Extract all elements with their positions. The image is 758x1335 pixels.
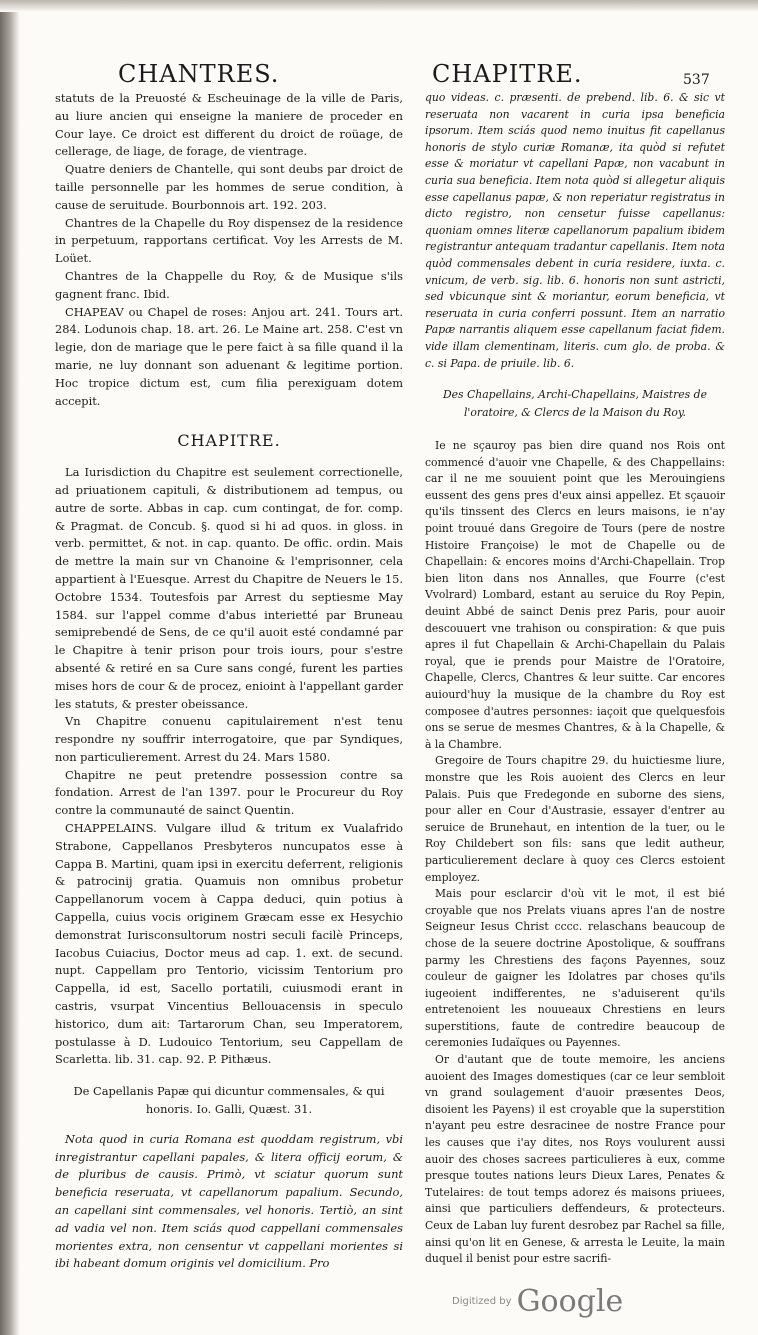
- paragraph-quatre-deniers: Quatre deniers de Chantelle, qui sont deubs par droict de taille personnelle par les hommes de serue condition, à cause de seruitude. Bourbonnois art. 192. 203.: [55, 162, 403, 212]
- paragraph-esclarcir: Mais pour esclarcir d'où vit le mot, il est bié croyable que nos Prelats viuans apres l'an de nostre Seigneur Iesus Christ cccc. relaschans beaucoup de chose de la seuere doctrine Apostolique, & souffrans parmy les Chrestiens des façons Payennes, souz couleur de gaigner les Idolatres par choses qu'ils iugeoient indifferentes, ne s'aduiserent qu'ils entretenoient les nouueaux Chrestiens en leurs superstitions, faute de contredire beaucoup de ceremonies Iudaïques ou Payennes.: [425, 887, 725, 1050]
- page-number: 537: [683, 72, 710, 88]
- paragraph-chapeau: CHAPEAV ou Chapel de roses: Anjou art. 241. Tours art. 284. Lodunois chap. 18. art. 26. Le Maine art. 258. C'est vn legie, don de mariage que le pere faict à sa fille quand il la marie, ne luy donnant son aduenant & legitime portion. Hoc tropice dictum est, cum filia perexiguam dotem accepit.: [55, 304, 403, 408]
- left-column: [55, 90, 403, 1273]
- digitized-by-google-watermark: [452, 1284, 623, 1319]
- paragraph-possession: Chapitre ne peut pretendre possession contre sa fondation. Arrest de l'an 1397. pour le Procureur du Roy contre la communauté de sainct Quentin.: [55, 767, 403, 818]
- caption-capellanis-papae: De Capellanis Papæ qui dicuntur commensales, & qui honoris. Io. Galli, Quæst. 31.: [73, 1084, 385, 1117]
- paragraph-nota-quod: Nota quod in curia Romana est quoddam registrum, vbi inregistrantur capellani papales, & litera officij eorum, & de pluribus de causis. Primò, vt sciatur quorum sunt beneficia reseruata, vt capellanorum papalium. Secundo, an capellani sint commensales, vel honoris. Tertiò, an sint ad vadia vel non. Item sciás quod cappellani commensales morientes extra, non censentur vt cappellani morientes si ibi habeant domum originis vel domicilium. Pro: [55, 1131, 403, 1271]
- running-head-left: CHANTRES.: [118, 60, 280, 88]
- paragraph-quo-videas: quo videas. c. præsenti. de prebend. lib. 6. & sic vt reseruata non vacarent in curia ipsa beneficia ipsorum. Item sciás quod nemo inuitus fit capellanus honoris de stylo curiæ Romanæ, ita quòd si refutet esse & moriatur vt capellani Papæ, non vacabunt in curia sua beneficia. Item nota quòd si allegetur aliquis esse capellanus papæ, & non reperiatur registratus in dicto registro, non censetur fuisse capellanus: quoniam omnes literæ capellanorum papalium ibidem registrantur antequam tradantur capellanis. Item nota quòd commensales debent in curia residere, iuxta. c. vnicum, de verb. sig. lib. 6. honoris non sunt astricti, sed vbicunque sint & moriantur, eorum beneficia, vt reseruata in curia conferri possunt. Item an narratio Papæ narrantis aliquem esse capellanum faciat fidem. vide illam clementinam, literis. cum glo. de proba. & c. si Papa. de priuile. lib. 6.: [425, 91, 725, 370]
- paragraph-statuts: statuts de la Preuosté & Escheuinage de la ville de Paris, au liure ancien qui enseigne la maniere de proceder en Cour laye. Ce droict est different du droict de roüage, de cellerage, de liage, de forage, de vientrage.: [55, 91, 403, 159]
- paragraph-ie-ne-scauroy: Ie ne sçauroy pas bien dire quand nos Rois ont commencé d'auoir vne Chapelle, & des Chappellains: car il ne me souuient point que les Merouingiens eussent des gens pres d'eux ainsi appellez. Et sçauoir qu'ils tinssent des Clercs en leurs maisons, ie n'ay point trouué dans Gregoire de Tours (pere de nostre Histoire Françoise) le mot de Chapelle ou de Chapellain: & encores moins d'Archi-Chapellain. Trop bien liton dans nos Annalles, que Fourre (c'est Vvolrard) Lombard, estant au seruice du Roy Pepin, deuint Abbé de sainct Denis prez Paris, pour auoir descouuert vne trahison ou conspiration: & que puis apres il fut Chapellain & Archi-Chapellain du Palais royal, que ie prends pour Maistre de l'Oratoire, Chapelle, Clercs, Chantres & leur suitte. Car encores auiourd'huy la musique de la chambre du Roy est composee d'autres personnes: iaçoit que quelquesfois ons se serue de mesmes Chantres, & à la Chapelle, & à la Chambre.: [425, 439, 725, 751]
- section-title-chapitre: CHAPITRE.: [177, 431, 281, 451]
- paragraph-iurisdiction: La Iurisdiction du Chapitre est seulement correctionelle, ad priuationem capituli, & distributionem ad tempus, ou autre de sorte. Abbas in cap. cum contingat, de for. comp. & Pragmat. de Concub. §. quod si hi ad quos. in gloss. in verb. permittet, & not. in cap. quanto. De offic. ordin. Mais de mettre la main sur vn Chanoine & l'emprisonner, cela appartient à l'Euesque. Arrest du Chapitre de Neuers le 15. Octobre 1534. Toutesfois par Arrest du septiesme May 1584. sur l'appel comme d'abus interietté par Bruneau semiprebendé de Sens, de ce qu'il auoit esté condamné par le Chapitre à tenir prison pour trois iours, pour s'estre absenté & retiré en sa Cure sans congé, furent les parties mises hors de cour & de procez, enioint à l'appellant garder les statuts, & prester obeissance.: [55, 465, 403, 711]
- paragraph-chantres-residence: Chantres de la Chapelle du Roy dispensez de la residence in perpetuum, rapportans certificat. Voy les Arrests de M. Loüet.: [55, 215, 403, 266]
- subhead-chapellains: Des Chapellains, Archi-Chapellains, Maistres de l'oratoire, & Clercs de la Maison du Roy.: [443, 388, 707, 420]
- scan-top-edge: [0, 0, 758, 12]
- paragraph-images-domestiques: Or d'autant que de toute memoire, les anciens auoient des Images domestiques (car ce leur sembloit vn grand soulagement d'auoir præsentes Deos, disoient les Payens) il est croyable que la superstition n'ayant peu estre desracinee de nostre France pour les causes que i'ay dites, nos Roys voulurent aussi auoir des choses sacrees particulieres à eux, comme presque toutes nations leurs Dieux Lares, Penates & Tutelaires: de tout temps adorez és maisons priuees, ainsi que particuliers deffendeurs, & protecteurs. Ceux de Laban luy furent desrobez par Rachel sa fille, ainsi qu'on lit en Genese, & arresta le Leuite, la main duquel il benist pour estre sacrifi-: [425, 1053, 725, 1266]
- paragraph-chappelains: CHAPPELAINS. Vulgare illud & tritum ex Vualafrido Strabone, Cappellanos Presbyteros nuncupatos esse à Cappa B. Martini, quam ipsi in exercitu deferrent, religionis & patrocinij gratia. Quamuis non omnibus probetur Cappellanorum vocem à Cappa deduci, quin potius à Cappella, cuius vocis originem Græcam esse ex Hesychio demonstrat Iurisconsultorum nostri seculi facilè Princeps, Iacobus Cuiacius, Doctor meus ad cap. 1. ext. de secund. nupt. Cappellam pro Tentorio, vicissim Tentorium pro Cappella, id est, Sacello portatili, cuiusmodi erant in castris, vsurpat Vincentius Bellouacensis in speculo historico, dum ait: Tartarorum Chan, seu Imperatorem, postulasse à D. Ludouico Tentorium, seu Cappellam de Scarletta. lib. 31. cap. 92. P. Pithæus.: [55, 821, 403, 1067]
- google-logo: Google: [516, 1284, 624, 1319]
- scan-binding-edge: [0, 0, 20, 1335]
- paragraph-chantres-musique: Chantres de la Chappelle du Roy, & de Musique s'ils gagnent franc. Ibid.: [55, 268, 403, 301]
- paragraph-gregoire: Gregoire de Tours chapitre 29. du huictiesme liure, monstre que les Rois auoient des Clercs en leur Palais. Puis que Fredegonde en suborne des siens, pour aller en Cour d'Austrasie, essayer d'entrer au seruice de Brunehaut, en intention de la tuer, ou le Roy Childebert son fils: sans que ledit autheur, particulierement declare à quoy ces Clercs estoient employez.: [425, 754, 725, 884]
- paragraph-chapitre-conuenu: Vn Chapitre conuenu capitulairement n'est tenu respondre ny souffrir interrogatoire, que par Syndiques, non particulierement. Arrest du 24. Mars 1580.: [55, 714, 403, 764]
- right-column: [425, 90, 725, 1268]
- running-head-right: CHAPITRE.: [432, 60, 583, 88]
- digitized-by-text: Digitized by: [452, 1296, 512, 1307]
